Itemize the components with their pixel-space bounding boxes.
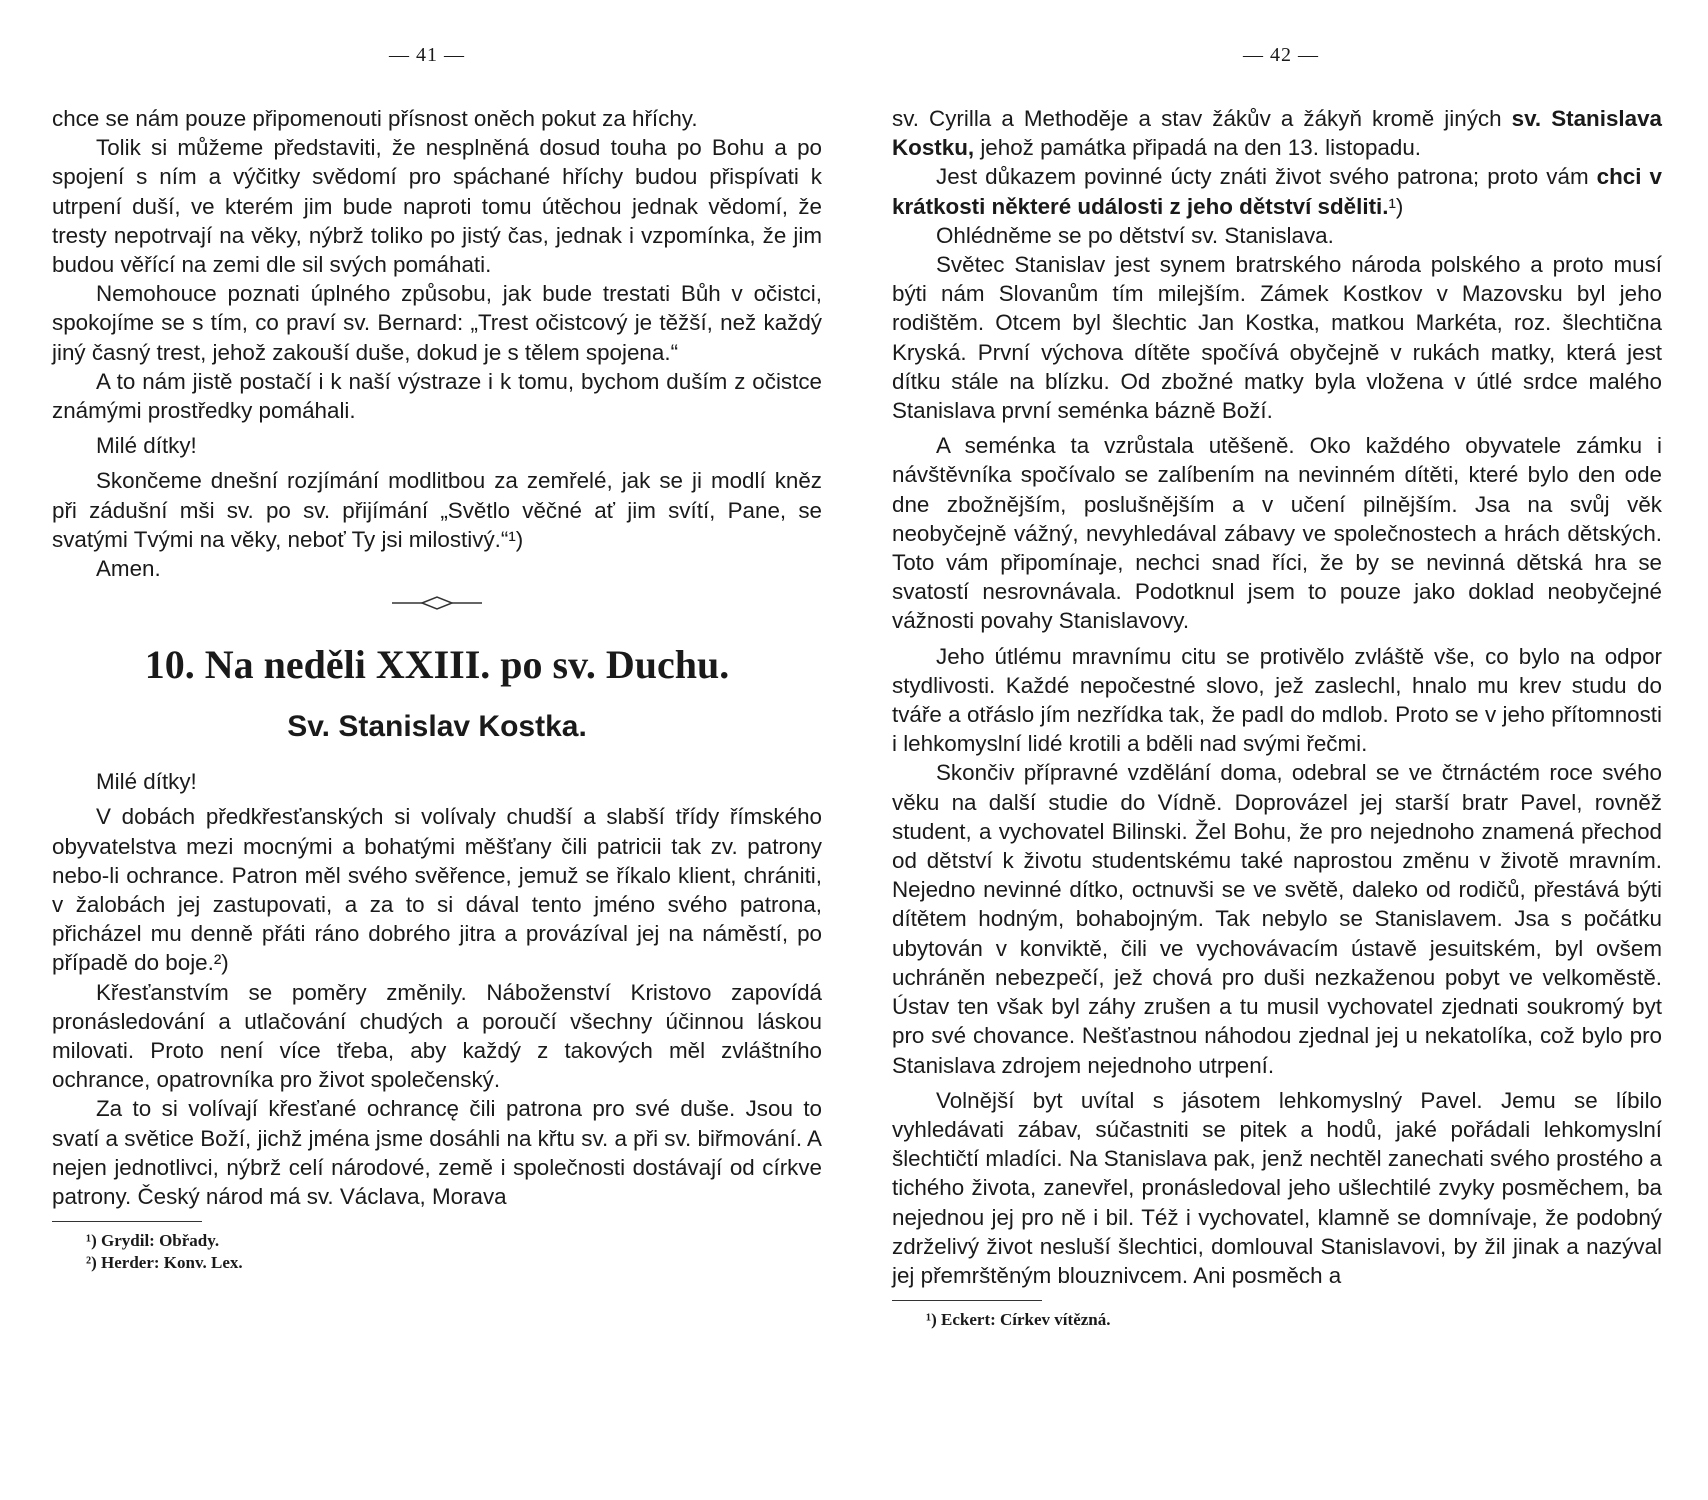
paragraph: Tolik si můžeme představiti, že nesplněná dosud touha po Bohu a po spojení s ním a výčitky svědomí pro spáchané hříchy budou přispívati k utrpení duší, ve kterém jim bude naproti tomu útěchou jednak vědomí, že tresty nepotrvají na věky, nýbrž toliko po jistý čas, jednak i vzpomínka, že jim budou věřící na zemi dle sil svých pomáhati. (52, 135, 822, 278)
footnote: ¹) Eckert: Církev vítězná. (926, 1310, 1111, 1330)
text-run: sv. Cyrilla a Methoděje a stav žákův a žákyň kromě jiných (892, 106, 1512, 131)
paragraph: chce se nám pouze připomenouti přísnost oněch pokut za hříchy. (52, 106, 698, 131)
paragraph: Jeho útlému mravnímu citu se protivělo zvláště vše, co bylo na odpor stydlivosti. Každé nepočestné slovo, jež zaslechl, hnalo mu krev studu do tváře a otřáslo jím nezřídka tak, že padl do mdlob. Proto se v jeho přítomnosti i lehkomyslní lidé krotili a bděli nad svými řečmi. (892, 643, 1662, 757)
paragraph: Světec Stanislav jest synem bratrského národa polského a proto musí býti nám Slovanům tím milejším. Zámek Kostkov v Mazovsku byl jeho rodištěm. Otcem byl šlechtic Jan Kostka, matkou Markéta, roz. šlechtična Kryská. První výchova dítěte spočívá obyčejně v rukách matky, která jest dítku stále na blízku. Od zbožné matky byla vložena v útlé srdce malého Stanislava první seménka bázně Boží. (892, 252, 1662, 424)
page-number-right: — 42 — (1243, 44, 1319, 66)
footnote-ref: ¹) (1388, 193, 1404, 219)
saint-name-bold: sv. Stanislava Kostku, (892, 106, 1662, 161)
footnote-rule (52, 1221, 202, 1222)
paragraph: Za to si volívají křesťané ochrancę čili patrona pro své duše. Jsou to svatí a světice Boží, jichž jména jsme dosáhli na křtu sv. a při sv. biřmování. A nejen jednotlivci, nýbrž celí národové, země i společnosti dostávají od církve patrony. Český národ má sv. Václava, Morava (52, 1096, 822, 1210)
footnote: ²) Herder: Konv. Lex. (86, 1253, 243, 1273)
paragraph: A seménka ta vzrůstala utěšeně. Oko každého obyvatele zámku i návštěvníka spočívalo se zalíbením na nevinném dítěti, které bylo den ode dne zbožnějším, poslušnějším a v učení pilnějším. Jsa na svůj věk neobyčejně vážný, nevyhledával zábavy ve společnostech a hrách dětských. Toto vám připomínaje, nechci snad říci, že by se nevinná dětská hra se svatostí nesrovnávala. Podotknul jsem to pouze jako doklad neobyčejné vážnosti povahy Stanislavovy. (892, 433, 1662, 634)
text-run: Jest důkazem povinné úcty znáti život svého patrona; proto vám (936, 164, 1597, 190)
footnote-rule (892, 1300, 1042, 1301)
salutation: Milé dítky! (96, 433, 197, 459)
closing-amen: Amen. (96, 556, 161, 582)
paragraph: Skončiv přípravné vzdělání doma, odebral se ve čtrnáctém roce svého věku na další studie do Vídně. Doprovázel jej starší bratr Pavel, rovněž student, a vychovatel Bilinski. Žel Bohu, že pro nejednoho znamená přechod od dětství k životu studentskému také naprostou změnu v životě mravním. Nejedno nevinné dítko, octnuvši se ve světě, daleko od rodičů, přestává býti dítětem hodným, bohabojným. Tak nebylo se Stanislavem. Jsa s počátku ubytován v konviktě, čili ve vychovávacím ústavě jesuitském, byl ovšem uchráněn nebezpečí, jež chová pro duši nezkaženou pobyt ve velkoměstě. Ústav ten však byl záhy zrušen a tu musil vychovatel zjednati soukromý byt pro své chovance. Nešťastnou náhodou zjednal jej u nekatolíka, což bylo pro Stanislava zdrojem nejednoho utrpení. (892, 760, 1662, 1078)
paragraph: Křesťanstvím se poměry změnily. Náboženství Kristovo zapovídá pronásledování a utlačování chudých a poroučí všechny účinnou láskou milovati. Proto není více třeba, aby každý z takových měl zvláštního ochrance, opatrovníka pro život společenský. (52, 979, 822, 1093)
chapter-heading: 10. Na neděli XXIII. po sv. Duchu. (144, 642, 730, 688)
right-text-column (892, 104, 1662, 1331)
footnote: ¹) Grydil: Obřady. (86, 1231, 220, 1251)
chapter-subheading: Sv. Stanislav Kostka. (287, 710, 587, 744)
paragraph: Ohlédněme se po dětství sv. Stanislava. (936, 222, 1334, 248)
page-number-left: — 41 — (389, 44, 465, 66)
text-run: jehož památka připadá na den 13. listopadu. (974, 135, 1421, 161)
salutation: Milé dítky! (96, 769, 197, 795)
paragraph: V dobách předkřesťanských si volívaly chudší a slabší třídy římského obyvatelstva mezi mocnými a bohatými měšťany čili patricii tak zv. patrony nebo-li ochrance. Patron měl svého svěřence, jemuž se říkalo klient, chrániti, v žalobách jej zastupovati, a za to si dával tento jméno svého patrona, přicházel mu denně přáti ráno dobrého jitra a provázíval jej na náměstí, po případě do boje.²) (52, 804, 822, 976)
right-page (854, 0, 1708, 1500)
left-text-column (52, 104, 822, 1274)
paragraph: Nemohouce poznati úplného způsobu, jak bude trestati Bůh v očistci, spokojíme se s tím, co praví sv. Bernard: „Trest očistcový je těžší, než každý jiný časný trest, jehož zakouší duše, dokud je s tělem spojena.“ (52, 281, 822, 365)
paragraph: Volnější byt uvítal s jásotem lehkomyslný Pavel. Jemu se líbilo vyhledávati zábav, súčastniti se pitek a hodů, jaké pořádali lehkomyslní šlechtičtí mladíci. Na Stanislava pak, jenž nechtěl zanechati svého prostého a tichého života, zanevřel, pronásledoval jeho ušlechtilé zvyky posměchem, ba nejednou jej pro ně i bil. Též i vychovatel, klamně se domnívaje, že podobný zdrželivý život nesluší šlechtici, domlouval Stanislavovi, by žil jinak a nazýval jej přemrštěným blouznivcem. Ani posměch a (892, 1087, 1662, 1288)
paragraph: Skončeme dnešní rozjímání modlitbou za zemřelé, jak se ji modlí kněz při zádušní mši sv. po sv. přijímání „Světlo věčné ať jim svítí, Pane, se svatými Tvými na věky, neboť Ty jsi milostivý.“¹) (52, 468, 822, 552)
ornament-divider-icon (392, 595, 482, 611)
paragraph (892, 162, 1662, 220)
paragraph (892, 104, 1662, 162)
paragraph: A to nám jistě postačí i k naší výstraze i k tomu, bychom duším z očistce známými prostředky pomáhali. (52, 368, 822, 424)
emphasis-bold: chci v krátkosti některé události z jeho dětství sděliti. (892, 164, 1662, 219)
